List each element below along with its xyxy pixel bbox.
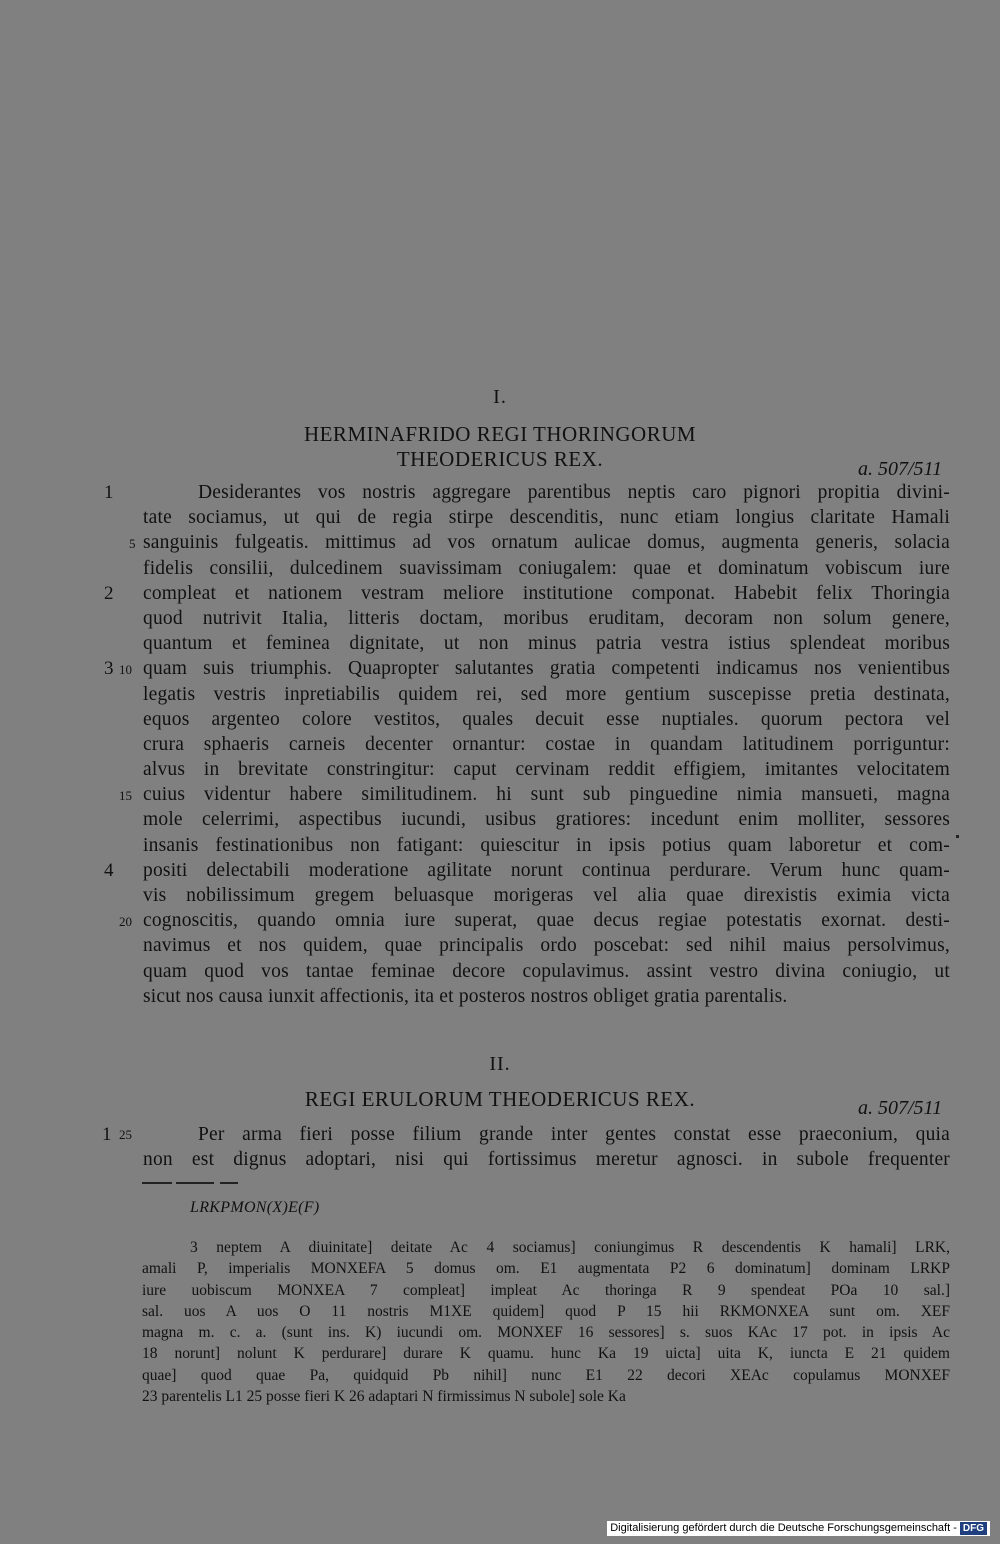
- letter-date: a. 507/511: [858, 458, 943, 480]
- text-line: Desiderantes vos nostris aggregare parentibus neptis caro pignori propitia divini-: [198, 482, 950, 503]
- footer-credit: [607, 1521, 990, 1536]
- text-line: alvus in brevitate constringitur: caput cervinam reddit effigiem, imitantes velocitatem: [143, 759, 950, 781]
- critical-apparatus: [142, 1237, 950, 1407]
- margin-line-number: 25: [119, 1127, 132, 1142]
- apparatus-line: 3 neptem A diuinitate] deitate Ac 4 sociamus] coniungimus R descendentis K hamali] LRK,: [190, 1239, 950, 1256]
- text-line: sicut nos causa iunxit affectionis, ita et posteros nostros obliget gratia parentalis.: [143, 985, 788, 1007]
- text-line: cuius videntur habere similitudinem. hi sunt sub pinguedine nimia mansueti, magna: [143, 784, 950, 806]
- margin-line-number: 15: [119, 788, 132, 804]
- margin-chapter-number: 1: [102, 1124, 112, 1145]
- text-line: quam quod vos tantae feminae decore copulavimus. assint vestro divina coniugio, ut: [143, 960, 950, 982]
- letter-numeral: II.: [489, 1053, 511, 1075]
- letter-title-line2: THEODERICUS REX.: [396, 447, 604, 471]
- separator-rule: [220, 1182, 238, 1184]
- text-line: compleat et nationem vestram meliore institutione componat. Habebit felix Thoringia: [143, 582, 950, 604]
- speck: [956, 835, 959, 838]
- text-line: positi delectabili moderatione agilitate norunt continua perdurare. Verum hunc quam-: [143, 859, 950, 881]
- text-line: non est dignus adoptari, nisi qui fortissimus meretur agnosci. in subole frequenter: [143, 1149, 950, 1171]
- letter-numeral: I.: [493, 386, 507, 408]
- text-line: equos argenteo colore vestitos, quales decuit esse nuptiales. quorum pectora vel: [143, 708, 950, 730]
- letter-body: [143, 1122, 950, 1172]
- apparatus-line: quae] quod quae Pa, quidquid Pb nihil] nunc E1 22 decori XEAc copulamus MONXEF: [142, 1366, 950, 1384]
- apparatus-line: amali P, imperialis MONXEFA 5 domus om. E1 augmentata P2 6 dominatum] dominam LRKP: [142, 1260, 950, 1278]
- text-line: tate sociamus, ut qui de regia stirpe descenditis, nunc etiam longius claritate Hamali: [143, 507, 950, 529]
- margin-line-number: 10: [119, 662, 132, 678]
- text-line: sanguinis fulgeatis. mittimus ad vos ornatum aulicae domus, augmenta generis, solacia: [143, 532, 950, 554]
- text-line: quantum et feminea dignitate, ut non minus patria vestra istius splendeat moribus: [143, 633, 950, 655]
- dfg-logo: DFG: [960, 1522, 987, 1535]
- text-line: legatis vestris inpretiabilis quidem rei, sed more gentium suscepisse pretia destinata,: [143, 683, 950, 705]
- letter-date: a. 507/511: [858, 1097, 943, 1119]
- text-line: fidelis consilii, dulcedinem suavissimam coniugalem: quae et dominatum vobiscum iure: [143, 557, 950, 579]
- separator-rule: [176, 1182, 214, 1184]
- text-line: vis nobilissimum gregem beluasque morigeras vel alia quae direxistis eximia victa: [143, 885, 950, 906]
- footer-text: Digitalisierung gefördert durch die Deutsche Forschungsgemeinschaft -: [610, 1522, 957, 1534]
- manuscript-sigla: LRKPMON(X)E(F): [190, 1199, 320, 1216]
- letter-title: HERMINAFRIDO REGI THORINGORUM: [303, 422, 697, 446]
- apparatus-line: magna m. c. a. (sunt ins. K) iucundi om. MONXEF 16 sessores] s. suos KAc 17 pot. in ipsis Ac: [142, 1324, 950, 1342]
- text-line: insanis festinationibus non fatigant: quiescitur in ipsis potius quam laboretur et com-: [143, 834, 950, 856]
- apparatus-line: 18 norunt] nolunt K perdurare] durare K quamu. hunc Ka 19 uicta] uita K, iuncta E 21 quidem: [142, 1345, 950, 1363]
- apparatus-line: 23 parentelis L1 25 posse fieri K 26 adaptari N firmissimus N subole] sole Ka: [142, 1388, 626, 1406]
- letter-title: REGI ERULORUM THEODERICUS REX.: [304, 1087, 696, 1111]
- separator-rule: [142, 1182, 172, 1184]
- margin-chapter-number: 2: [104, 582, 114, 604]
- text-line: navimus et nos quidem, quae principalis ordo poscebat: sed nihil maius persolvimus,: [143, 935, 950, 957]
- text-line: crura sphaeris carneis decenter ornantur: costae in quandam latitudinem porriguntur:: [143, 733, 950, 755]
- text-line: cognoscitis, quando omnia iure superat, quae decus regiae potestatis exornat. desti-: [143, 910, 950, 932]
- margin-line-number: 20: [119, 914, 132, 930]
- margin-chapter-number: 4: [104, 860, 114, 881]
- letter-body: [143, 480, 950, 1009]
- margin-chapter-number: 1: [104, 482, 114, 503]
- margin-chapter-number: 3: [104, 658, 114, 680]
- text-line: mole celerrimi, aspectibus iucundi, usibus gratiores: incedunt enim molliter, sessores: [143, 809, 950, 831]
- apparatus-line: iure uobiscum MONXEA 7 compleat] impleat Ac thoringa R 9 spendeat POa 10 sal.]: [142, 1281, 950, 1299]
- apparatus-line: sal. uos A uos O 11 nostris M1XE quidem] quod P 15 hii RKMONXEA sunt om. XEF: [142, 1302, 950, 1320]
- text-line: Per arma fieri posse filium grande inter gentes constat esse praeconium, quia: [198, 1124, 950, 1145]
- text-line: quam suis triumphis. Quapropter salutantes gratia competenti indicamus nos venientibus: [143, 658, 950, 680]
- margin-line-number: 5: [129, 536, 136, 552]
- text-line: quod nutrivit Italia, litteris doctam, moribus eruditam, decoram non solum genere,: [143, 607, 950, 629]
